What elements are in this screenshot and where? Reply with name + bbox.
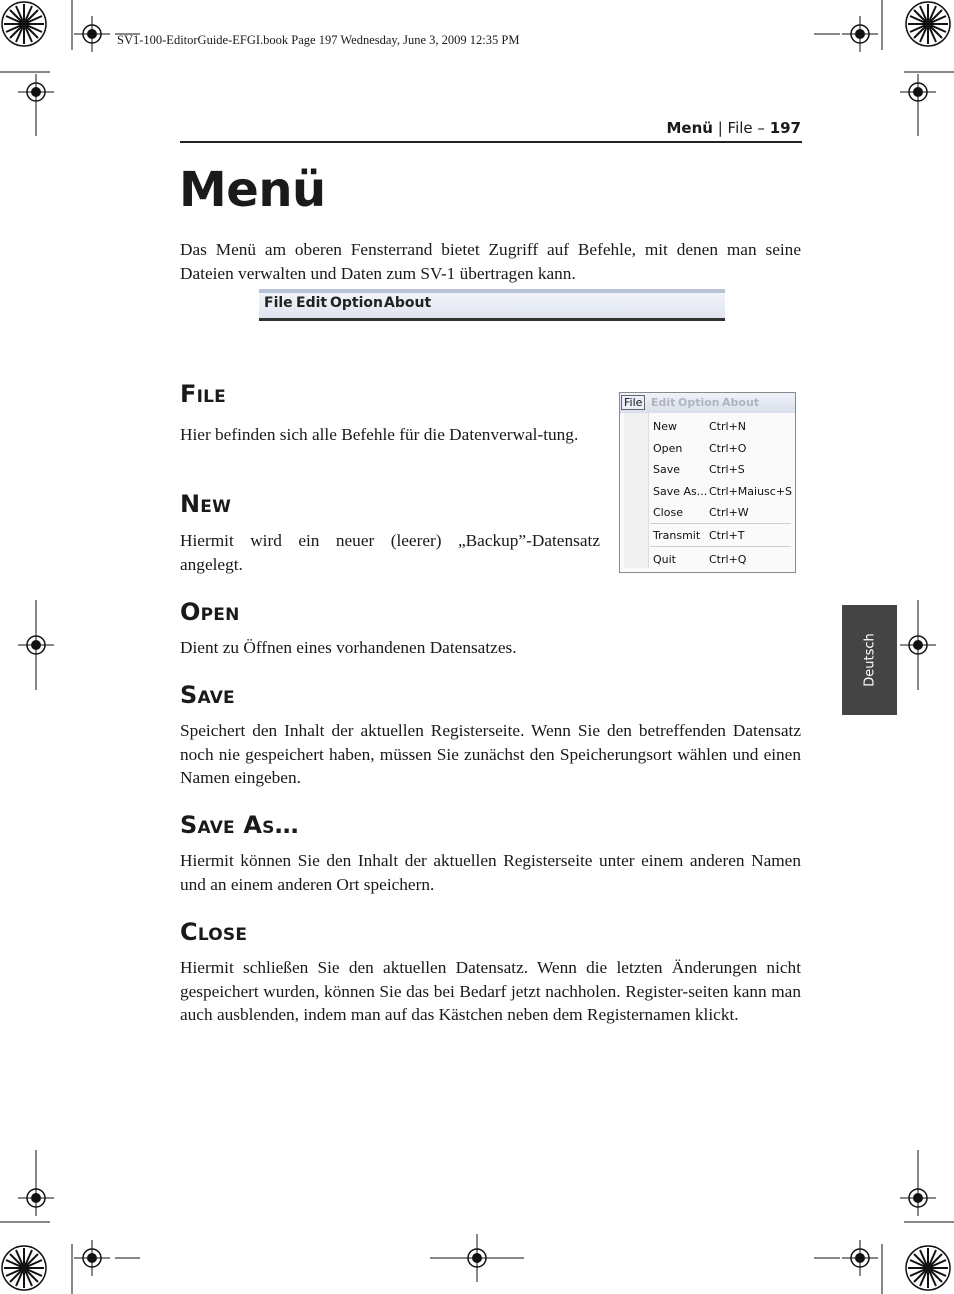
running-head-sep: | File – [712, 119, 770, 137]
dropdown-item-quit: Quit [653, 553, 676, 566]
dropdown-shortcut-open: Ctrl+O [709, 442, 747, 455]
file-menu-screenshot [619, 392, 796, 573]
dropdown-shortcut-transmit: Ctrl+T [709, 529, 745, 542]
dropdown-shortcut-save: Ctrl+S [709, 463, 745, 476]
heading-save: Save [180, 681, 235, 709]
dropdown-item-save: Save [653, 463, 681, 476]
heading-save-as: Save As… [180, 811, 299, 839]
save-as-paragraph: Hiermit können Sie den Inhalt der aktuellen Registerseite unter einem anderen Namen und an einem anderen Ort speichern. [180, 851, 801, 894]
dropdown-shortcut-quit: Ctrl+Q [709, 553, 747, 566]
page-number: 197 [769, 119, 801, 137]
header-rule [180, 141, 802, 143]
menubar-title-strip [259, 289, 725, 293]
dropdown-menubar [620, 393, 795, 413]
running-head [666, 119, 801, 137]
dropdown-separator [650, 523, 791, 524]
heading-open: Open [180, 598, 240, 626]
page-title: Menü [179, 162, 326, 218]
dropdown-item-close: Close [653, 506, 683, 519]
menubar-item-option: Option [330, 295, 383, 311]
file-paragraph: Hier befinden sich alle Befehle für die Datenverwal-tung. [180, 425, 579, 444]
dropdown-bar-about: About [722, 396, 760, 409]
save-paragraph: Speichert den Inhalt der aktuellen Registerseite. Wenn Sie den betreffenden Datensatz noch nie gespeichert haben, müssen Sie zunächst den Speicherungsort wählen und einen Namen eingeben. [180, 721, 801, 787]
menubar-item-about: About [384, 295, 432, 311]
menubar-screenshot [259, 289, 725, 321]
heading-close: Close [180, 918, 248, 946]
intro-paragraph: Das Menü am oberen Fensterrand bietet Zugriff auf Befehle, mit denen man seine Dateien verwalten und Daten zum SV-1 übertragen kann. [180, 240, 801, 283]
language-side-tab [842, 605, 897, 715]
close-paragraph: Hiermit schließen Sie den aktuellen Datensatz. Wenn die letzten Änderungen nicht gespeichert wurden, können Sie das bei Bedarf jetzt nachholen. Register-seiten kann man auch ausblenden, indem man auf das Kästchen neben dem Registernamen klickt. [180, 958, 801, 1024]
dropdown-item-open: Open [653, 442, 683, 455]
new-paragraph: Hiermit wird ein neuer (leerer) „Backup”-Datensatz angelegt. [180, 531, 600, 574]
menubar-item-edit: Edit [296, 295, 328, 311]
print-slug: SV1-100-EditorGuide-EFGI.book Page 197 Wednesday, June 3, 2009 12:35 PM [117, 33, 520, 47]
dropdown-bar-option: Option [678, 396, 720, 409]
dropdown-item-new: New [653, 420, 677, 433]
language-side-tab-label: Deutsch [862, 633, 877, 687]
heading-file: File [180, 380, 226, 408]
heading-new: New [180, 490, 232, 518]
open-paragraph: Dient zu Öffnen eines vorhandenen Datensatzes. [180, 638, 517, 657]
dropdown-shortcut-save-as: Ctrl+Maiusc+S [709, 485, 793, 498]
running-head-section: Menü [666, 119, 713, 137]
dropdown-item-save-as: Save As... [653, 485, 708, 498]
dropdown-bar-file: File [621, 395, 645, 410]
dropdown-shortcut-new: Ctrl+N [709, 420, 747, 433]
dropdown-separator [650, 546, 791, 547]
menubar-item-file: File [264, 295, 293, 311]
dropdown-bar-edit: Edit [651, 396, 676, 409]
dropdown-icon-gutter [624, 413, 649, 568]
dropdown-item-transmit: Transmit [653, 529, 701, 542]
dropdown-shortcut-close: Ctrl+W [709, 506, 749, 519]
